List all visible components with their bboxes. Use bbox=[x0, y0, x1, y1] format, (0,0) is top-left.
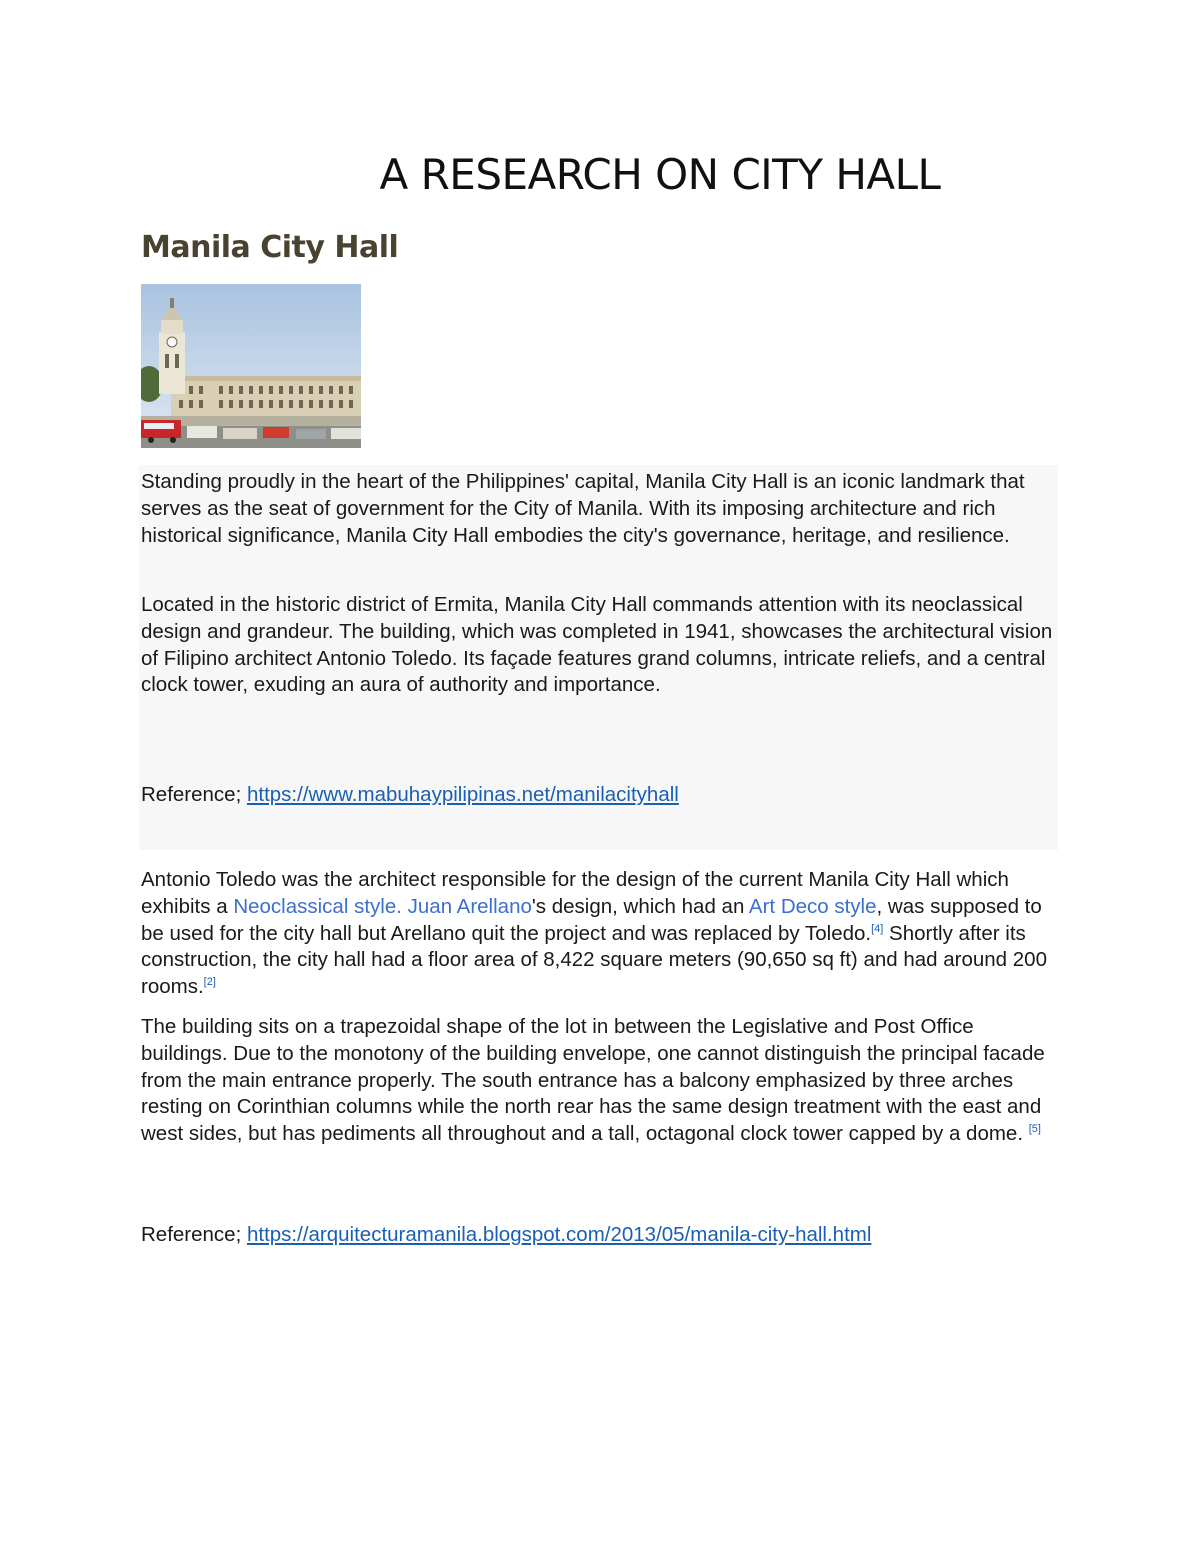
architect-paragraph bbox=[141, 867, 1061, 1001]
reference-label: Reference; bbox=[141, 783, 247, 806]
intro-paragraph: Standing proudly in the heart of the Philippines' capital, Manila City Hall is an iconic landmark that serves as the seat of government for the City of Manila. With its imposing architecture and rich historical significance, Manila City Hall embodies the city's governance, heritage, and resilience. bbox=[141, 470, 1025, 547]
city-hall-image bbox=[141, 284, 361, 448]
reference-1 bbox=[141, 782, 1061, 809]
citation-5[interactable]: [5] bbox=[1028, 1123, 1041, 1136]
juan-arellano-link[interactable]: Juan Arellano bbox=[407, 894, 532, 918]
reference-link-arquitecturamanila[interactable]: https://arquitecturamanila.blogspot.com/2013/05/manila-city-hall.html bbox=[246, 1223, 872, 1246]
building-paragraph bbox=[141, 1014, 1061, 1148]
art-deco-style-link[interactable]: Art Deco style bbox=[748, 894, 877, 918]
manila-city-hall-photo bbox=[141, 284, 361, 448]
text-segment: , was supposed to be used for the city hall but Arellano quit the project and was replaced by Toledo. bbox=[141, 894, 1042, 945]
location-paragraph: Located in the historic district of Ermita, Manila City Hall commands attention with its neoclassical design and grandeur. The building, which was completed in 1941, showcases the architectural vision of Filipino architect Antonio Toledo. Its façade features grand columns, intricate reliefs, and a central clock tower, exuding an aura of authority and importance. bbox=[141, 593, 1053, 697]
text-segment: The building sits on a trapezoidal shape of the lot in between the Legislative and Post Office buildings. Due to the monotony of the building envelope, one cannot distinguish the principal facade from the main entrance properly. The south entrance has a balcony emphasized by three arches resting on Corinthian columns while the north rear has the same design treatment with the east and west sides, but has pediments all throughout and a tall, octagonal clock tower capped by a dome. bbox=[141, 1015, 1045, 1146]
text-segment: Antonio Toledo was the architect responsible for the design of the current Manila City Hall which exhibits a bbox=[141, 868, 1009, 918]
citation-4[interactable]: [4] bbox=[871, 922, 884, 935]
reference-label: Reference; bbox=[141, 1223, 247, 1246]
document-title: A RESEARCH ON CITY HALL bbox=[379, 150, 941, 199]
reference-link-mabuhaypilipinas[interactable]: https://www.mabuhaypilipinas.net/manilacityhall bbox=[246, 783, 679, 806]
text-segment: 's design, which had an bbox=[531, 894, 749, 918]
citation-2[interactable]: [2] bbox=[203, 976, 216, 989]
neoclassical-style-link[interactable]: Neoclassical style. bbox=[233, 894, 402, 918]
text-segment: Shortly after its construction, the city hall had a floor area of 8,422 square meters (90,650 sq ft) and had around 200 rooms. bbox=[141, 921, 1047, 999]
section-heading: Manila City Hall bbox=[141, 230, 399, 265]
reference-2 bbox=[141, 1222, 1061, 1249]
